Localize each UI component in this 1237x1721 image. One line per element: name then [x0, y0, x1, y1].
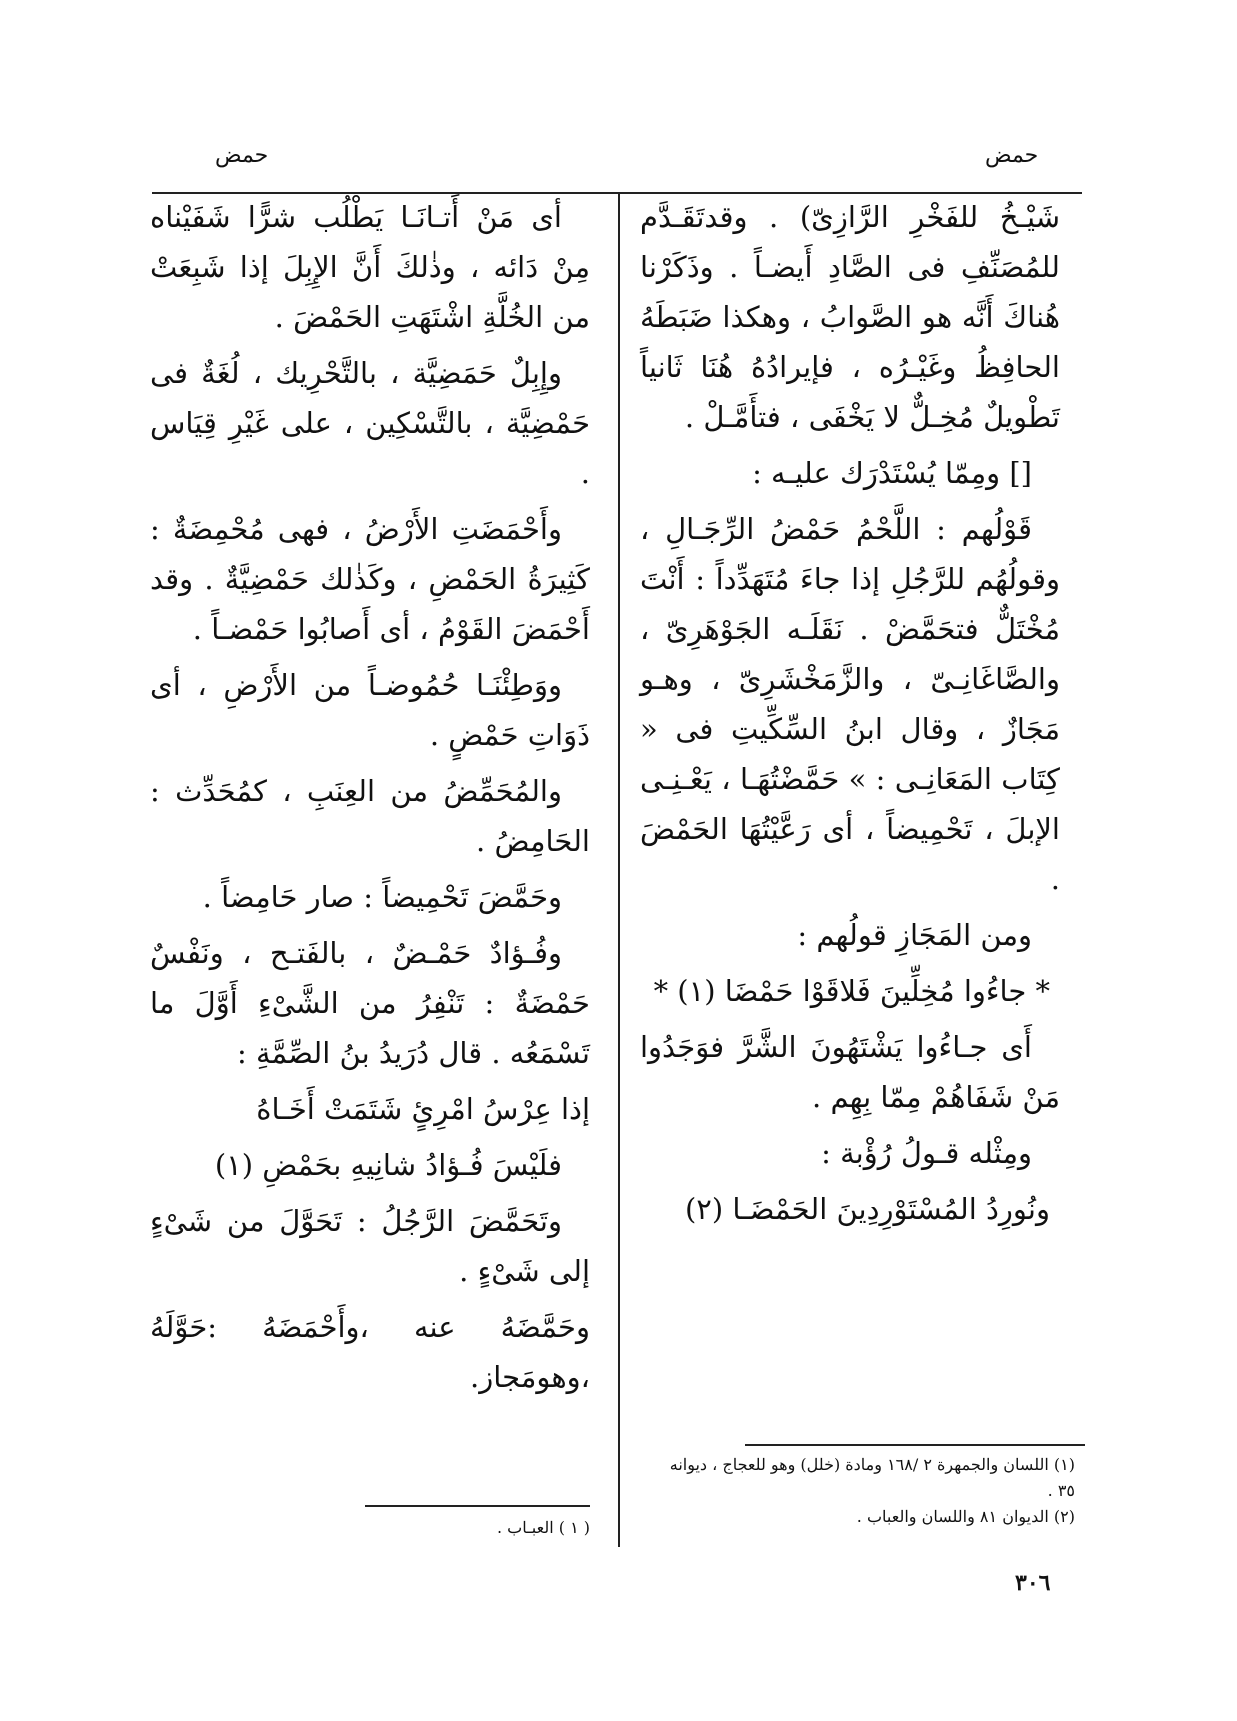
paragraph: قَوْلُهم : اللَّحْمُ حَمْضُ الرِّجَـالِ ، وقولُهُم للرَّجُلِ إذا جاءَ مُتَهَدِّداً : أَنْتَ مُخْتَلٌّ فتحَمَّضْ . نَقَلَـه الجَوْهَرِىّ ، والصَّاغَانِـىّ ، والزَّمَخْشَرِىّ ، وهـو مَجَازٌ ، وقال ابنُ السِّكِّيتِ فى « كِتَاب المَعَانِـى : » حَمَّضْتُهَـا ، يَعْـنِـى الإبلَ ، تَحْمِيضاً ، أى رَعَّيْتُهَا الحَمْضَ . — [640, 512, 1060, 896]
footnote: (١) اللسان والجمهرة ٢ /١٦٨ ومادة (خلل) وهو للعجاج ، ديوانه ٣٥ . — [669, 1455, 1075, 1500]
verse-line: فلَيْسَ فُـؤادُ شانِيهِ بحَمْضِ (١) — [214, 1148, 562, 1182]
paragraph: وحَمَّضَهُ عنه ،وأَحْمَضَهُ :حَوَّلَهُ ،وهومَجاز. — [150, 1310, 590, 1394]
verse-line: إذا عِرْسُ امْرِئٍ شَتَمَتْ أَخَـاهُ — [256, 1092, 590, 1126]
paragraph: أى مَنْ أَتـانَـا يَطْلُب شرًّا شَفَيْناه مِنْ دَائه ، وذٰلكَ أَنَّ الإِبِلَ إذا شَبِعَتْ من الخُلَّةِ اشْتَهَتِ الحَمْضَ . — [150, 200, 590, 334]
footnote: ( ١ ) العبـاب . — [497, 1518, 590, 1537]
footnotes-left — [380, 1515, 590, 1541]
paragraph: وتَحَمَّضَ الرَّجُلُ : تَحَوَّلَ من شَىْءٍ إلى شَىْءٍ . — [150, 1204, 590, 1288]
footnotes-right — [650, 1452, 1075, 1530]
right-column — [640, 192, 1060, 1240]
paragraph: وإِبِلٌ حَمَضِيَّة ، بالتَّحْرِيك ، لُغَةٌ فى حَمْضِيَّة ، بالتَّسْكِين ، على غَيْرِ قِيَاس . — [150, 356, 590, 490]
paragraph: وحَمَّضَ تَحْمِيضاً : صار حَامِضاً . — [202, 880, 562, 914]
paragraph: أَى جـاءُوا يَشْتَهُونَ الشَّرَّ فوَجَدُوا مَنْ شَفَاهُمْ مِمّا بِهِم . — [640, 1030, 1060, 1114]
verse-line: ونُورِدُ المُسْتَوْرِدِينَ الحَمْضَـا (٢) — [684, 1192, 1050, 1226]
footnote-rule-right — [745, 1444, 1085, 1446]
paragraph: [] ومِمّا يُسْتَدْرَك عليـه : — [752, 456, 1032, 490]
paragraph: ووَطِئْنَـا حُمُوضـاً من الأَرْضِ ، أى ذَوَاتِ حَمْضٍ . — [150, 668, 590, 752]
paragraph: والمُحَمِّضُ من العِنَبِ ، كمُحَدِّث : الحَامِضُ . — [150, 774, 590, 858]
footnote-rule-left — [365, 1505, 590, 1507]
paragraph: شَيْـخُ للفَخْرِ الرَّازِىّ) . وقدتَقَـدَّم للمُصَنِّفِ فى الصَّادِ أَيضـاً . وذَكَرْنا هُناكَ أَنَّه هو الصَّوابُ ، وهكذا ضَبَطَهُ الحافِظُ وغَيْـرُه ، فإيرادُهُ هُنَا ثَانياً تَطْويلٌ مُخِـلٌّ لا يَخْفَى ، فتأَمَّـلْ . — [640, 200, 1060, 434]
running-header-right: حمض — [985, 143, 1039, 168]
paragraph: ومِثْله قـولُ رُؤْبة : — [821, 1136, 1032, 1170]
verse-line: * جاءُوا مُخِلِّينَ فَلاقَوْا حَمْضَا (١) * — [653, 974, 1050, 1008]
running-header-left: حمض — [215, 143, 269, 168]
column-divider — [618, 192, 620, 1547]
paragraph: وفُـؤادٌ حَمْـضٌ ، بالفَتـح ، ونَفْسٌ حَمْضَةٌ : تَنْفِرُ من الشَّىْءِ أَوَّلَ ما تَسْمَعُه . قال دُرَيدُ بنُ الصِّمَّةِ : — [150, 936, 590, 1070]
page-number: ٣٠٦ — [1015, 1570, 1051, 1596]
paragraph: وأَحْمَضَتِ الأَرْضُ ، فهى مُحْمِضَةٌ : كَثِيرَةُ الحَمْضِ ، وكَذٰلك حَمْضِيَّةٌ . وقد أَحْمَضَ القَوْمُ ، أى أَصابُوا حَمْضـاً . — [150, 512, 590, 646]
footnote: (٢) الديوان ٨١ واللسان والعباب . — [856, 1507, 1075, 1526]
paragraph: ومن المَجَازِ قولُهم : — [797, 918, 1032, 952]
left-column — [150, 192, 590, 1408]
